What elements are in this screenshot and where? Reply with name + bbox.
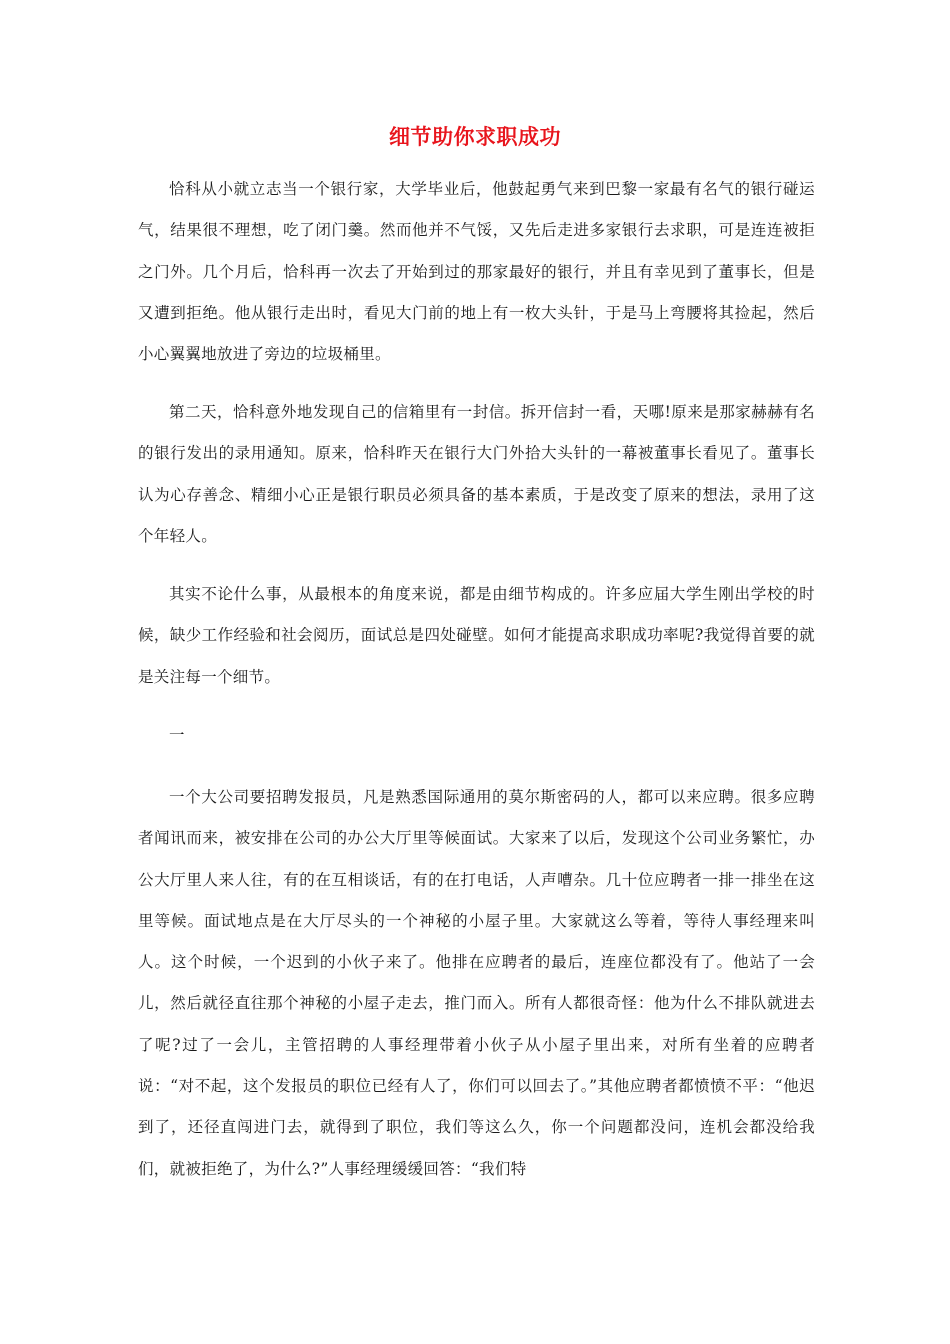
paragraph-4: 一个大公司要招聘发报员，凡是熟悉国际通用的莫尔斯密码的人，都可以来应聘。很多应聘者闻讯而来，被安排在公司的办公大厅里等候面试。大家来了以后，发现这个公司业务繁忙，办公大厅里人来人往，有的在互相谈话，有的在打电话，人声嘈杂。几十位应聘者一排一排坐在这里等候。面试地点是在大厅尽头的一个神秘的小屋子里。大家就这么等着，等待人事经理来叫人。这个时候，一个迟到的小伙子来了。他排在应聘者的最后，连座位都没有了。他站了一会儿，然后就径直往那个神秘的小屋子走去，推门而入。所有人都很奇怪：他为什么不排队就进去了呢?过了一会儿，主管招聘的人事经理带着小伙子从小屋子里出来，对所有坐着的应聘者说：“对不起，这个发报员的职位已经有人了，你们可以回去了。”其他应聘者都愤愤不平：“他迟到了，还径直闯进门去，就得到了职位，我们等这么久，你一个问题都没问，连机会都没给我们，就被拒绝了，为什么?”人事经理缓缓回答：“我们特 [138,788,815,1178]
section-marker: 一 [169,726,185,744]
paragraph-3: 其实不论什么事，从最根本的角度来说，都是由细节构成的。许多应届大学生刚出学校的时候，缺少工作经验和社会阅历，面试总是四处碰壁。如何才能提高求职成功率呢?我觉得首要的就是关注每一个细节。 [138,585,815,686]
paragraph-2: 第二天，恰科意外地发现自己的信箱里有一封信。拆开信封一看，天哪!原来是那家赫赫有名的银行发出的录用通知。原来，恰科昨天在银行大门外拾大头针的一幕被董事长看见了。董事长认为心存善念、精细小心正是银行职员必须具备的基本素质，于是改变了原来的想法，录用了这个年轻人。 [138,403,815,545]
document-title: 细节助你求职成功 [389,124,561,149]
paragraph-1: 恰科从小就立志当一个银行家，大学毕业后，他鼓起勇气来到巴黎一家最有名气的银行碰运气，结果很不理想，吃了闭门羹。然而他并不气馁，又先后走进多家银行去求职，可是连连被拒之门外。几个月后，恰科再一次去了开始到过的那家最好的银行，并且有幸见到了董事长，但是又遭到拒绝。他从银行走出时，看见大门前的地上有一枚大头针，于是马上弯腰将其捡起，然后小心翼翼地放进了旁边的垃圾桶里。 [138,180,815,364]
